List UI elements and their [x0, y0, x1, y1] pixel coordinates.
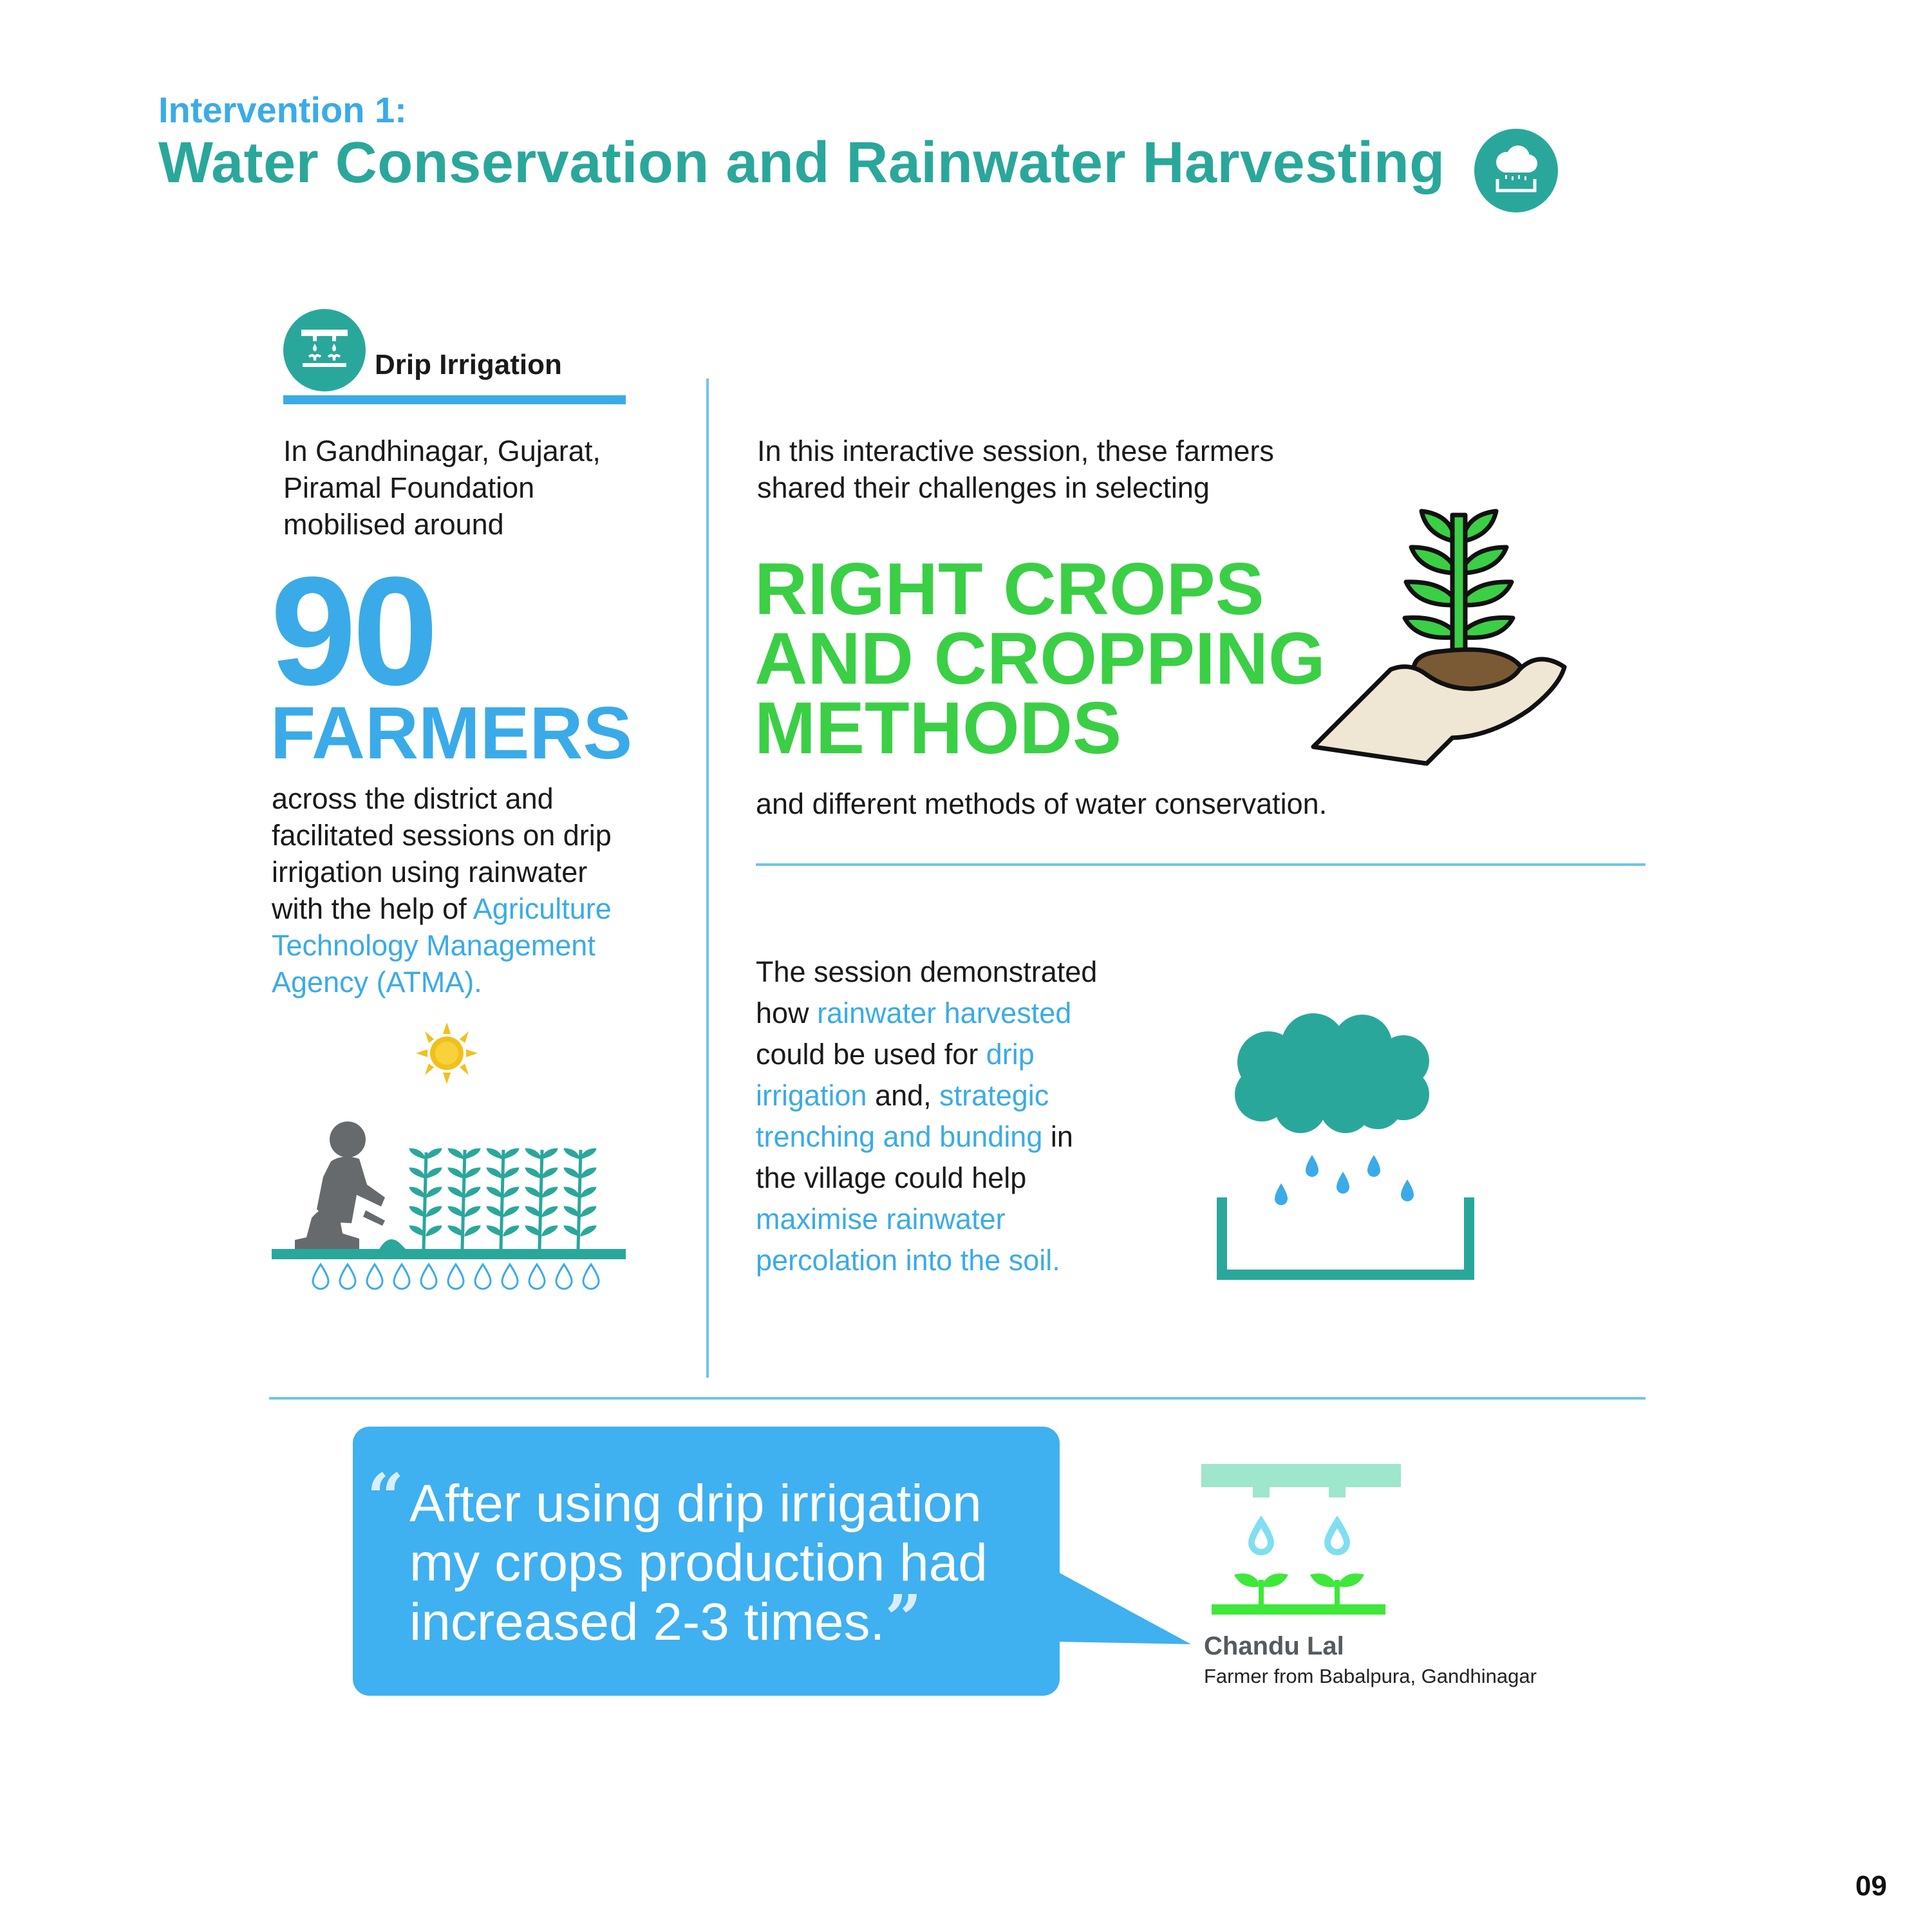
- left-desc-line: irrigation using rainwater: [272, 856, 588, 888]
- stat-value: 90: [270, 545, 435, 717]
- rain-cloud-pit-illustration: [1217, 1011, 1474, 1288]
- left-desc-line: facilitated sessions on drip: [272, 819, 612, 852]
- harvest-pit: [1222, 1197, 1469, 1275]
- left-intro-line: Piramal Foundation: [283, 471, 535, 504]
- session-line: The session demonstrated: [756, 955, 1098, 988]
- session-highlight: drip: [986, 1038, 1035, 1071]
- headline-line: RIGHT CROPS: [755, 549, 1264, 630]
- session-text: in: [1042, 1120, 1073, 1153]
- session-text: could be used for: [756, 1038, 986, 1071]
- soil-mound: [379, 1239, 407, 1250]
- session-line: [756, 1034, 1097, 1075]
- section-label-drip-irrigation: Drip Irrigation: [375, 349, 562, 380]
- vertical-divider: [706, 379, 709, 1378]
- session-highlight: strategic: [939, 1079, 1049, 1112]
- quote-bubble-tail: [1056, 1571, 1197, 1648]
- right-intro-line: In this interactive session, these farmers: [757, 435, 1274, 467]
- left-description: [272, 780, 612, 1000]
- session-text: and,: [867, 1079, 940, 1112]
- page-title: Water Conservation and Rainwater Harvesting: [158, 131, 1445, 195]
- quote-author-description: Farmer from Babalpura, Gandhinagar: [1204, 1665, 1537, 1687]
- left-desc-line: across the district and: [272, 782, 554, 815]
- session-line: [756, 1116, 1097, 1158]
- ground-line: [272, 1249, 626, 1259]
- intervention-kicker: Intervention 1:: [158, 89, 407, 130]
- left-intro: [283, 433, 601, 543]
- horizontal-divider-bottom: [269, 1397, 1646, 1400]
- left-desc-highlight-line: Technology Management: [272, 929, 596, 962]
- session-text: how: [756, 997, 818, 1029]
- crop-plants-icon: [409, 1149, 596, 1249]
- session-highlight: irrigation: [756, 1079, 867, 1112]
- quote-text: [367, 1459, 1053, 1656]
- left-intro-line: mobilised around: [283, 508, 504, 541]
- headline-line: AND CROPPING: [755, 618, 1326, 700]
- stat-label: FARMERS: [270, 692, 633, 774]
- quote-line: After using drip irrigation: [409, 1474, 982, 1533]
- left-desc-plain: with the help of: [272, 892, 473, 925]
- session-line: [756, 1075, 1097, 1116]
- left-desc-highlight: Agriculture: [473, 892, 612, 925]
- headline-line: METHODS: [755, 688, 1121, 769]
- right-crops-headline: [755, 549, 1326, 769]
- session-line: the village could help: [756, 1161, 1027, 1194]
- left-intro-line: In Gandhinagar, Gujarat,: [283, 435, 601, 467]
- kneeling-farmer-icon: [295, 1121, 385, 1249]
- session-highlight: trenching and bunding: [756, 1120, 1043, 1153]
- quote-author: Chandu Lal: [1204, 1632, 1344, 1660]
- drip-irrigation-icon: [283, 309, 366, 391]
- close-quote-mark: ”: [885, 1580, 922, 1656]
- right-intro-line: shared their challenges in selecting: [757, 471, 1210, 504]
- quote-line: my crops production had: [409, 1533, 988, 1592]
- session-description: [756, 952, 1097, 1281]
- section-underline: [283, 395, 626, 404]
- left-desc-line: [272, 890, 612, 927]
- horizontal-divider-mid: [756, 863, 1646, 866]
- rain-cloud-icon: [1474, 129, 1558, 212]
- water-drops-row-icon: [313, 1264, 599, 1289]
- quote-line: [409, 1580, 1053, 1656]
- page-number: 09: [1855, 1870, 1887, 1902]
- cloud-icon: [1235, 1013, 1429, 1133]
- hand-holding-sapling-icon: [1300, 476, 1571, 773]
- quote-line-text: increased 2-3 times.: [409, 1593, 885, 1651]
- farmer-planting-illustration: [269, 1017, 630, 1294]
- right-top-intro: [757, 433, 1274, 506]
- drip-system-illustration: [1197, 1460, 1403, 1621]
- sun-icon: [416, 1022, 478, 1084]
- session-highlight: rainwater harvested: [817, 997, 1072, 1029]
- right-top-outro: and different methods of water conservation.: [756, 787, 1327, 820]
- rain-drops-icon: [1275, 1155, 1414, 1205]
- session-line: percolation into the soil.: [756, 1244, 1060, 1277]
- session-line: maximise rainwater: [756, 1203, 1006, 1235]
- open-quote-mark: “: [367, 1459, 404, 1535]
- session-line: [756, 993, 1097, 1034]
- left-desc-highlight-line: Agency (ATMA).: [272, 966, 482, 999]
